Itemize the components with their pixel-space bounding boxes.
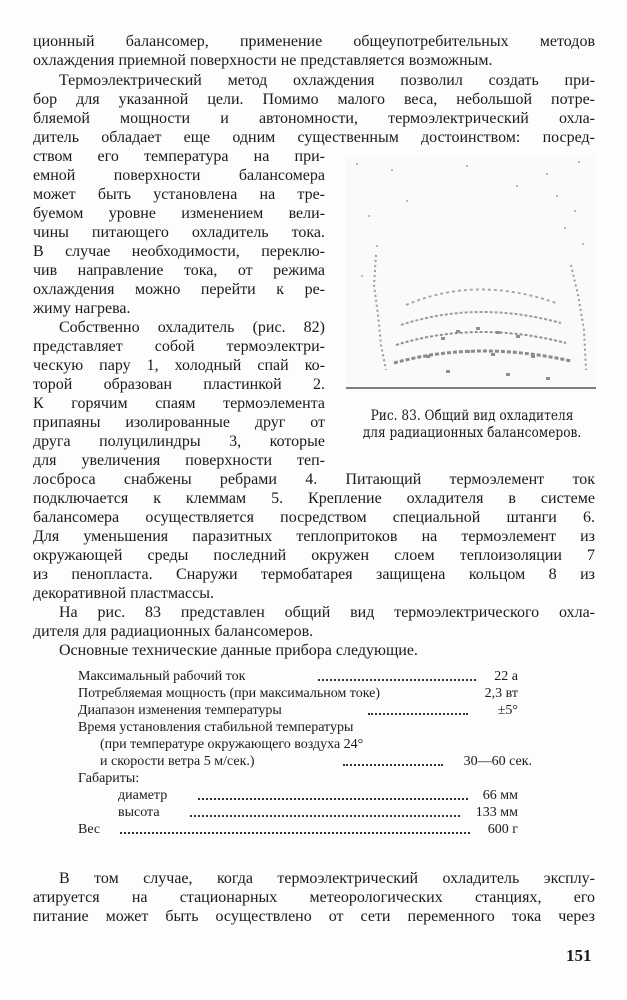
para3-line-5: К горячим спаям термоэлемента	[33, 395, 325, 412]
dot-leader	[318, 679, 476, 681]
spec-name: (при температуре окружающего воздуха 24°	[100, 737, 364, 752]
para3-line-4: торой образован пластинкой 2.	[33, 376, 325, 393]
spec-value: 600 г	[487, 822, 518, 837]
para3-line-15: декоративной пластмассы.	[33, 585, 214, 602]
para2-line-6: емной поверхности балансомера	[33, 167, 325, 184]
spec-row	[78, 787, 518, 805]
dot-leader	[368, 713, 468, 715]
spec-row	[78, 736, 518, 754]
spec-row	[78, 702, 518, 720]
para2-line-13: жиму нагрева.	[33, 300, 131, 317]
para3-line-12: Для уменьшения паразитных теплопритоков на термоэлемент из	[33, 528, 595, 545]
para3-line-6: припаяны изолированные друг от	[33, 414, 325, 431]
figure-caption-line-1: Рис. 83. Общий вид охладителя	[370, 408, 574, 424]
spec-value: ±5°	[497, 703, 518, 718]
dot-leader	[198, 798, 468, 800]
spec-name: высота	[118, 805, 160, 820]
para2-line-2: бор для указанной цели. Помимо малого веса, небольшой потре-	[33, 91, 595, 108]
spec-name: Потребляемая мощность (при максимальном токе)	[78, 686, 381, 701]
para2-line-9: чины питающего охладитель тока.	[33, 224, 325, 241]
spec-row	[78, 753, 532, 771]
para2-line-10: В случае необходимости, переклю-	[33, 243, 325, 260]
spec-name: Время установления стабильной температуры	[78, 720, 354, 735]
dot-leader	[120, 832, 470, 834]
para3-line-14: из пенопласта. Снаружи термобатарея защищена кольцом 8 из	[33, 566, 595, 583]
spec-row	[78, 804, 518, 822]
figure-caption-line-2: для радиационных балансомеров.	[362, 425, 582, 441]
para2-line-12: охлаждения можно перейти к ре-	[33, 281, 325, 298]
para4-line-2: дителя для радиационных балансомеров.	[33, 623, 314, 640]
spec-value: 133 мм	[475, 805, 518, 820]
para3-line-9: лосброса снабжены ребрами 4. Питающий термоэлемент ток	[33, 471, 595, 488]
para3-line-1: Собственно охладитель (рис. 82)	[59, 319, 325, 336]
para3-line-7: друга полуцилиндры 3, которые	[33, 433, 325, 450]
para3-line-13: окружающей среды последний окружен слоем теплоизоляции 7	[33, 547, 595, 564]
spec-name: и скорости ветра 5 м/сек.)	[100, 754, 255, 769]
dot-leader	[190, 815, 460, 817]
para2-line-4: дитель обладает еще одним существенным достоинством: посред-	[33, 129, 595, 146]
spec-name: диаметр	[118, 788, 168, 803]
spec-name: Габариты:	[78, 771, 140, 786]
para2-line-8: буемом уровне изменением вели-	[33, 205, 325, 222]
spec-row	[78, 685, 518, 703]
para6-line-2: атируется на стационарных метеорологических станциях, его	[33, 889, 595, 906]
para3-line-2: представляет собой термоэлектри-	[33, 338, 325, 355]
para1-line-2: охлаждения приемной поверхности не представляется возможным.	[33, 52, 493, 69]
spec-name: Максимальный рабочий ток	[78, 669, 246, 684]
para2-line-7: может быть установлена на тре-	[33, 186, 325, 203]
para2-line-11: чив направление тока, от режима	[33, 262, 325, 279]
para3-line-3: ческую пару 1, холодный спай ко-	[33, 357, 325, 374]
spec-name: Диапазон изменения температуры	[78, 703, 282, 718]
spec-value: 22 а	[494, 669, 518, 684]
para4-line-1: На рис. 83 представлен общий вид термоэлектрического охла-	[59, 604, 595, 621]
spec-value: 30—60 сек.	[463, 754, 532, 769]
spec-row	[78, 719, 518, 737]
para6-line-1: В том случае, когда термоэлектрический охладитель эксплу-	[59, 870, 595, 887]
para6-line-3: питание может быть осуществлено от сети переменного тока через	[33, 908, 595, 925]
para5-line-1: Основные технические данные прибора следующие.	[59, 642, 418, 659]
spec-value: 66 мм	[482, 788, 518, 803]
para2-line-5: ством его температура на при-	[33, 148, 325, 165]
cooler-photo-graphic	[346, 155, 596, 391]
spec-row	[78, 770, 518, 788]
dot-leader	[343, 764, 443, 766]
para3-line-8: для увеличения поверхности теп-	[33, 452, 325, 469]
para1-line-1: ционный балансомер, применение общеупотребительных методов	[33, 33, 595, 50]
figure-83-photo	[346, 155, 596, 391]
para2-line-3: бляемой мощности и автономности, термоэлектрический охла-	[33, 110, 595, 127]
para3-line-10: подключается к клеммам 5. Крепление охладителя в системе	[33, 490, 595, 507]
page-number: 151	[566, 946, 592, 965]
spec-row	[78, 821, 518, 839]
spec-name: Вес	[78, 822, 101, 837]
spec-value: 2,3 вт	[484, 686, 518, 701]
para3-line-11: балансомера осуществляется посредством специальной штанги 6.	[33, 509, 595, 526]
spec-row	[78, 668, 518, 686]
para2-line-1: Термоэлектрический метод охлаждения позволил создать при-	[59, 72, 595, 89]
